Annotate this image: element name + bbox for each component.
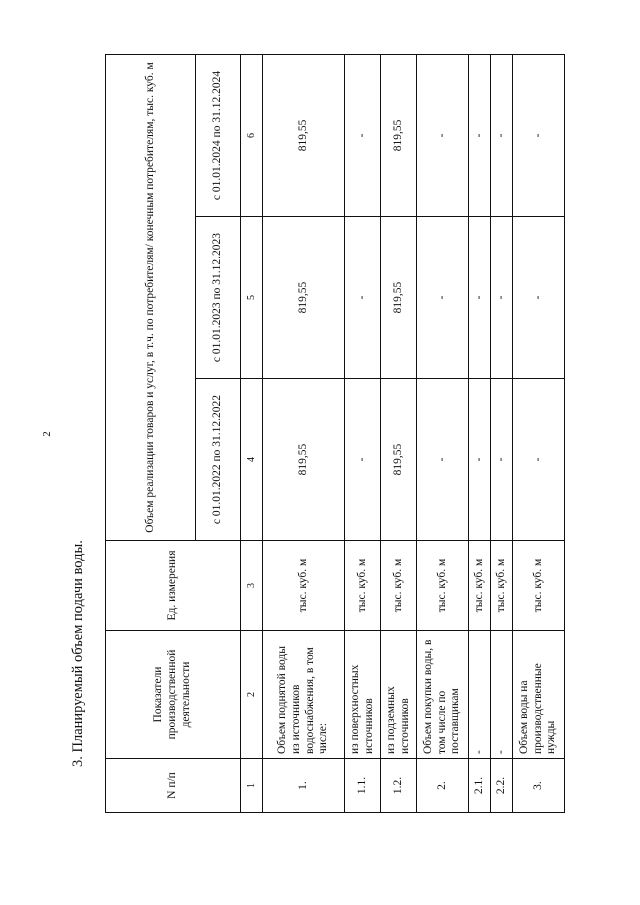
row-value-2024: 819,55 (263, 54, 345, 216)
row-num: 3. (513, 759, 565, 813)
header-period-2024: с 01.01.2024 по 31.12.2024 (196, 54, 241, 216)
row-value-2024: - (469, 54, 491, 216)
row-indicator: - (469, 631, 491, 759)
row-unit: тыс. куб. м (417, 541, 469, 631)
page-number: 2 (40, 431, 53, 437)
row-indicator: из поверхностных источников (345, 631, 381, 759)
row-value-2022: 819,55 (263, 379, 345, 541)
row-value-2023: - (491, 217, 513, 379)
row-value-2024: 819,55 (381, 54, 417, 216)
header-period-2022: с 01.01.2022 по 31.12.2022 (196, 379, 241, 541)
row-unit: тыс. куб. м (491, 541, 513, 631)
row-indicator: Объем воды на производственные нужды (513, 631, 565, 759)
table-row (345, 54, 381, 812)
column-number: 3 (241, 541, 263, 631)
table-row (513, 54, 565, 812)
row-indicator: Объем покупки воды, в том числе по поставщикам (417, 631, 469, 759)
column-number: 2 (241, 631, 263, 759)
header-row (106, 54, 196, 812)
row-unit: тыс. куб. м (381, 541, 417, 631)
row-unit: тыс. куб. м (263, 541, 345, 631)
row-value-2024: - (417, 54, 469, 216)
row-value-2023: 819,55 (263, 217, 345, 379)
row-value-2022: 819,55 (381, 379, 417, 541)
column-number: 1 (241, 759, 263, 813)
row-value-2022: - (469, 379, 491, 541)
row-unit: тыс. куб. м (345, 541, 381, 631)
row-num: 2. (417, 759, 469, 813)
row-num: 1.1. (345, 759, 381, 813)
header-period-2023: с 01.01.2023 по 31.12.2023 (196, 217, 241, 379)
column-number: 4 (241, 379, 263, 541)
row-num: 2.1. (469, 759, 491, 813)
table-row (491, 54, 513, 812)
section-title: 3. Планируемый объем подачи воды. (70, 540, 86, 767)
row-value-2022: - (417, 379, 469, 541)
water-supply-table (105, 54, 565, 813)
row-value-2022: - (345, 379, 381, 541)
row-value-2023: - (417, 217, 469, 379)
column-number: 6 (241, 54, 263, 216)
header-num: N п/п (106, 759, 241, 813)
header-volume-group: Объем реализации товаров и услуг, в т.ч. по потребителям/ конечным потребителям, тыс. куб. м (106, 54, 196, 540)
row-unit: тыс. куб. м (513, 541, 565, 631)
header-indicator: Показатели производственной деятельности (106, 631, 241, 759)
row-indicator: из подземных источников (381, 631, 417, 759)
table-row (469, 54, 491, 812)
row-unit: тыс. куб. м (469, 541, 491, 631)
row-num: 1.2. (381, 759, 417, 813)
row-indicator: - (491, 631, 513, 759)
row-value-2024: - (491, 54, 513, 216)
row-value-2023: - (345, 217, 381, 379)
row-value-2023: - (469, 217, 491, 379)
row-value-2023: - (513, 217, 565, 379)
header-unit: Ед. измерения (106, 541, 241, 631)
row-value-2022: - (491, 379, 513, 541)
table-row (417, 54, 469, 812)
table-row (263, 54, 345, 812)
row-indicator: Объем поднятой воды из источников водоснабжения, в том числе: (263, 631, 345, 759)
column-number: 5 (241, 217, 263, 379)
row-num: 2.2. (491, 759, 513, 813)
row-value-2023: 819,55 (381, 217, 417, 379)
row-value-2024: - (513, 54, 565, 216)
table-row (381, 54, 417, 812)
row-value-2022: - (513, 379, 565, 541)
row-num: 1. (263, 759, 345, 813)
row-value-2024: - (345, 54, 381, 216)
column-number-row (241, 54, 263, 812)
